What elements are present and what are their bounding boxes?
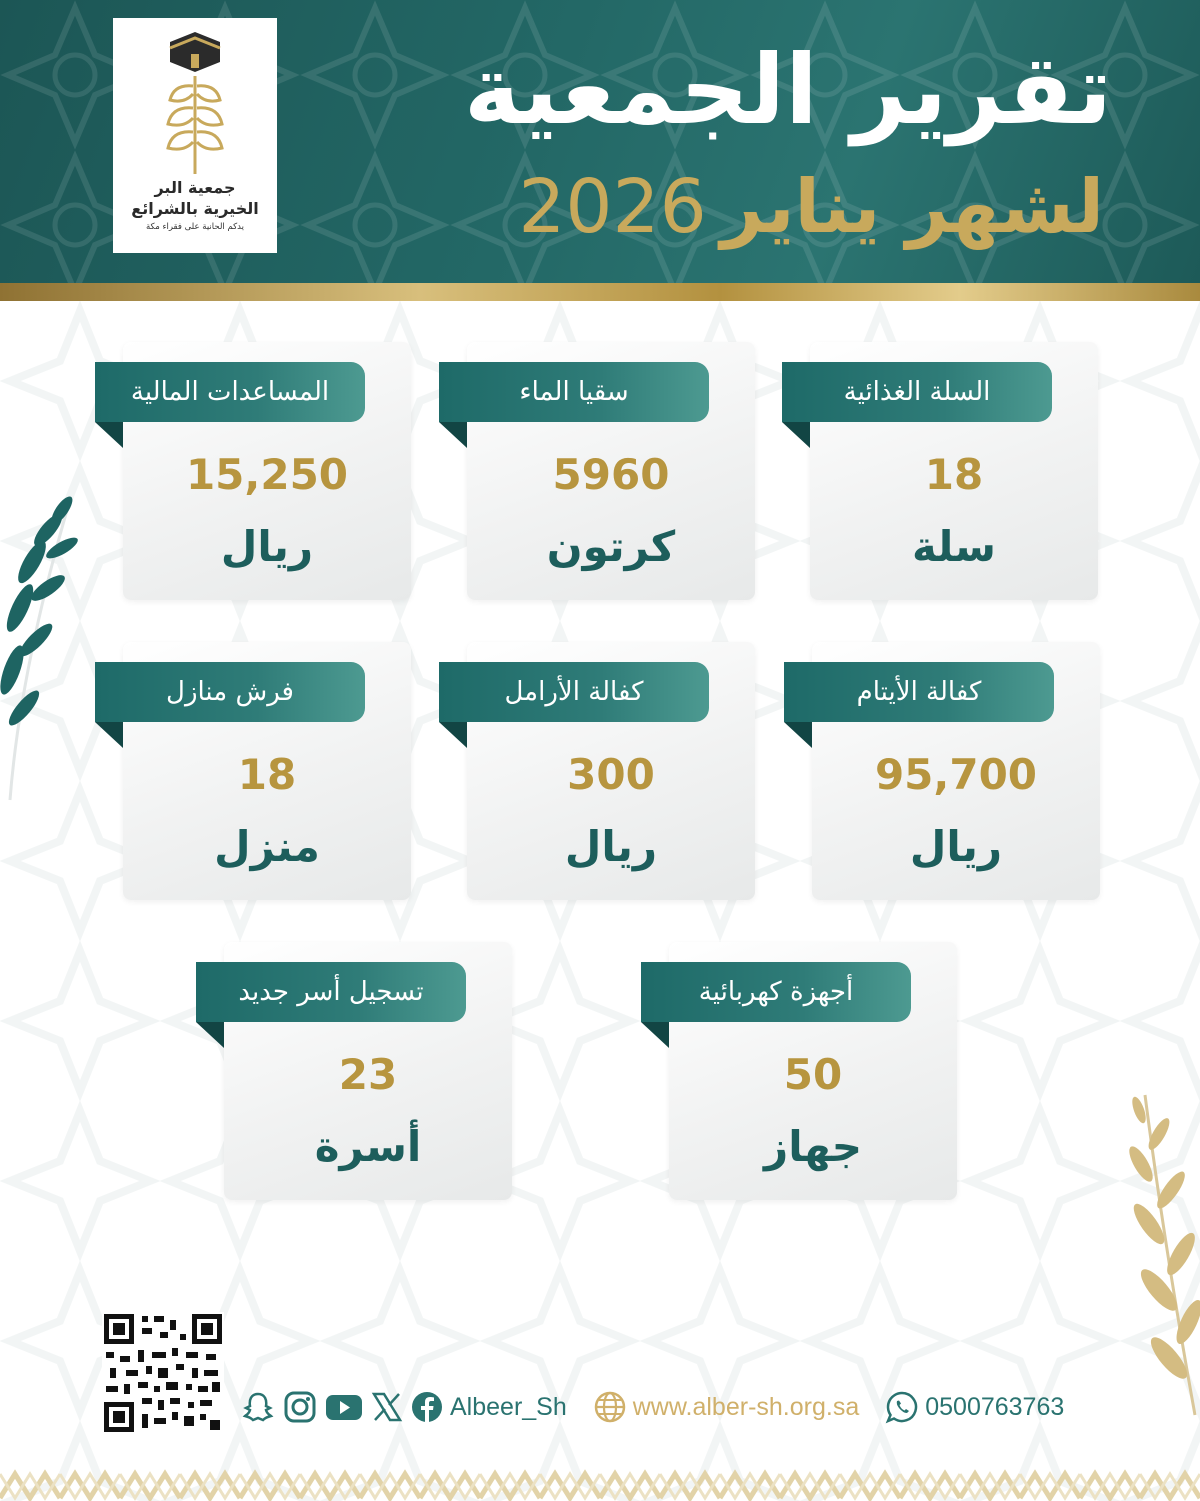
stat-unit: ريال — [909, 822, 1003, 871]
stat-label: تسجيل أسر جديد — [196, 962, 466, 1022]
stat-label: السلة الغذائية — [782, 362, 1052, 422]
ribbon-fold — [95, 422, 123, 448]
facebook-icon[interactable] — [410, 1390, 444, 1424]
gold-divider — [0, 283, 1200, 301]
ribbon-fold — [95, 722, 123, 748]
website-link[interactable]: www.alber-sh.org.sa — [632, 1392, 860, 1421]
stat-value: 18 — [924, 450, 984, 499]
stat-card-home-furnishing — [123, 642, 411, 900]
stat-value: 95,700 — [874, 750, 1038, 799]
stat-value: 300 — [567, 750, 655, 799]
report-subtitle — [518, 164, 1104, 250]
logo-name-line2: الخيرية بالشرائع — [131, 198, 259, 218]
youtube-icon[interactable] — [324, 1389, 364, 1425]
whatsapp-icon[interactable] — [885, 1390, 919, 1424]
ribbon-fold — [439, 722, 467, 748]
leaf-branch-left-icon — [0, 490, 90, 810]
stat-card-water — [467, 342, 755, 600]
stat-label: فرش منازل — [95, 662, 365, 722]
kaaba-wheat-logo-icon — [160, 28, 230, 176]
instagram-icon[interactable] — [282, 1389, 318, 1425]
stat-card-financial-aid — [123, 342, 411, 600]
bottom-ornament-border — [0, 1468, 1200, 1501]
stat-value: 15,250 — [185, 450, 349, 499]
snapchat-icon[interactable] — [240, 1389, 276, 1425]
ribbon-fold — [439, 422, 467, 448]
report-title: تقرير الجمعية — [463, 34, 1112, 146]
ribbon-fold — [782, 422, 810, 448]
x-icon[interactable] — [370, 1390, 404, 1424]
report-month: لشهر يناير — [720, 164, 1104, 250]
ribbon-fold — [784, 722, 812, 748]
header-banner — [0, 0, 1200, 283]
leaf-branch-right-icon — [1125, 1090, 1200, 1420]
ribbon-fold — [196, 1022, 224, 1048]
stat-label: أجهزة كهربائية — [641, 962, 911, 1022]
stat-card-widows — [467, 642, 755, 900]
stat-label: كفالة الأيتام — [784, 662, 1054, 722]
stat-value: 50 — [783, 1050, 843, 1099]
logo-name-line1: جمعية البر — [154, 178, 236, 197]
globe-icon — [593, 1390, 627, 1424]
stat-unit: أسرة — [314, 1122, 422, 1171]
stat-value: 5960 — [552, 450, 670, 499]
stat-unit: ريال — [220, 522, 314, 571]
ribbon-fold — [641, 1022, 669, 1048]
stat-label: المساعدات المالية — [95, 362, 365, 422]
qr-code-icon[interactable] — [102, 1312, 224, 1434]
contact-bar — [240, 1386, 1064, 1428]
report-year: 2026 — [518, 164, 707, 250]
stat-unit: كرتون — [546, 522, 676, 571]
stat-label: سقيا الماء — [439, 362, 709, 422]
social-handle[interactable]: Albeer_Sh — [450, 1392, 567, 1421]
stat-unit: سلة — [912, 522, 996, 571]
stat-card-new-families — [224, 942, 512, 1200]
stat-card-orphans — [812, 642, 1100, 900]
stat-value: 18 — [237, 750, 297, 799]
stat-unit: جهاز — [764, 1122, 862, 1171]
phone-number[interactable]: 0500763763 — [925, 1392, 1065, 1421]
stat-unit: ريال — [564, 822, 658, 871]
logo-tagline: يدكم الحانية على فقراء مكة — [145, 221, 245, 232]
stat-card-appliances — [669, 942, 957, 1200]
stat-card-food-basket — [810, 342, 1098, 600]
charity-logo — [113, 18, 277, 253]
stat-unit: منزل — [214, 822, 320, 871]
stat-label: كفالة الأرامل — [439, 662, 709, 722]
stat-value: 23 — [338, 1050, 398, 1099]
